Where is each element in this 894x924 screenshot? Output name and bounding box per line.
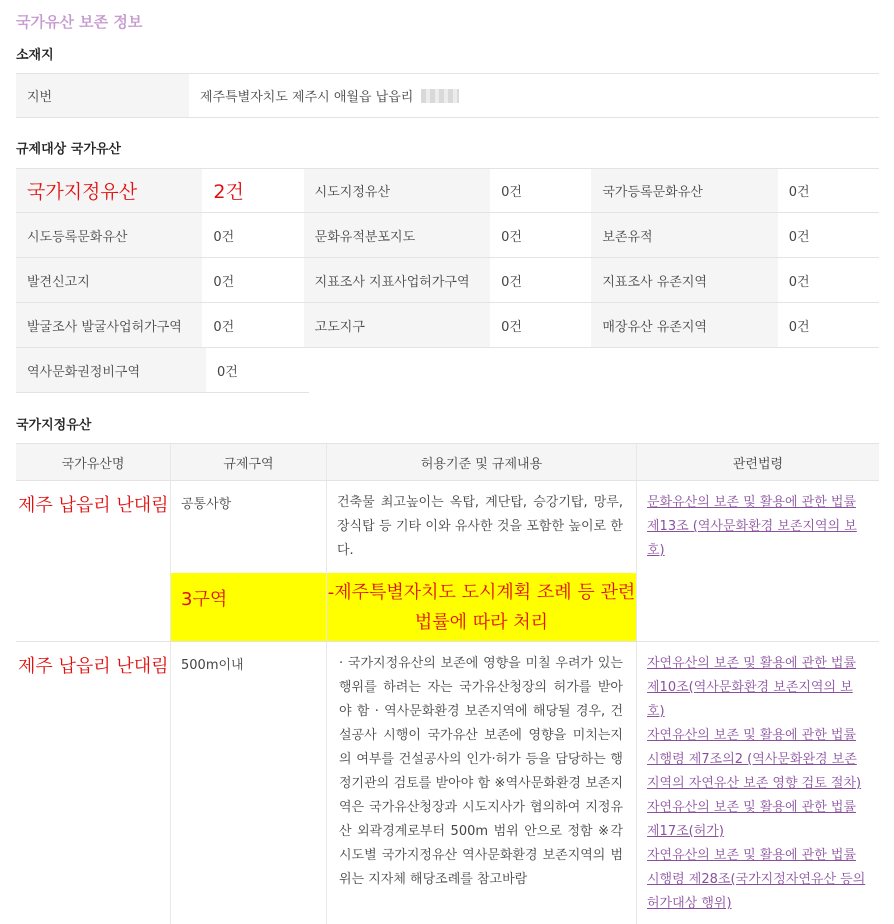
regulation-count: 0건	[501, 319, 522, 335]
laws-cell	[637, 642, 879, 924]
regulation-section-title: 규제대상 국가유산	[16, 142, 121, 157]
regulation-count: 0건	[501, 229, 522, 245]
regulation-label: 고도지구	[304, 303, 490, 347]
standard-cell: · 국가지정유산의 보존에 영향을 미칠 우려가 있는 행위를 하려는 자는 국가유산청장의 허가를 받아야 함 · 역사문화환경 보존지역에 해당될 경우, 건설공사 시행이 국가유산 보존에 영향을 미치는지의 여부를 건설공사의 인가·허가 등을 담당하는 행정기관의 검토를 받아야 함 ※역사문화환경 보존지역은 국가유산청장과 시도지사가 협의하여 지정유산 외곽경계로부터 500m 범위 안으로 정함 ※각 시도별 국가지정유산 역사문화환경 보존지역의 범위는 지자체 해당조례를 참고바람	[327, 642, 637, 924]
regulation-count: 0건	[213, 229, 235, 245]
regulation-label: 시도등록문화유산	[16, 213, 202, 257]
regulation-row	[16, 213, 879, 258]
law-link[interactable]: 자연유산의 보존 및 활용에 관한 법률 시행령 제7조의2 (역사문화완경 보존지역의 자연유산 보존 영향 검토 절차)	[647, 728, 862, 791]
masked-address	[421, 89, 459, 103]
location-section-title: 소재지	[16, 48, 54, 63]
header-zone: 규제구역	[171, 444, 327, 480]
table-row	[16, 642, 879, 924]
regulation-count: 0건	[213, 319, 235, 335]
header-heritage-name: 국가유산명	[16, 444, 171, 480]
regulation-count: 2건	[213, 181, 244, 203]
regulation-count: 0건	[788, 319, 810, 335]
table-row	[16, 481, 879, 642]
regulation-label: 지표조사 유존지역	[591, 258, 777, 302]
designated-table-header	[16, 444, 879, 481]
regulation-label: 국가지정유산	[16, 169, 202, 212]
regulation-count: 0건	[217, 364, 238, 380]
location-key: 지번	[16, 74, 189, 117]
header-standard: 허용기준 및 규제내용	[327, 444, 637, 480]
regulation-row	[16, 258, 879, 303]
laws-cell	[637, 481, 879, 641]
regulation-label: 매장유산 유존지역	[591, 303, 777, 347]
location-table	[16, 73, 879, 118]
law-link[interactable]: 자연유산의 보존 및 활용에 관한 법률 제10조(역사문화환경 보존지역의 보호)	[647, 656, 857, 719]
regulation-count: 0건	[501, 274, 522, 290]
standard-cell: 건축물 최고높이는 옥탑, 계단탑, 승강기탑, 망루, 장식탑 등 기타 이와 유사한 것을 포함한 높이로 한다.	[327, 481, 637, 573]
regulation-label: 문화유적분포지도	[304, 213, 490, 257]
page-title: 국가유산 보존 정보	[16, 13, 143, 31]
regulation-count: 0건	[788, 274, 810, 290]
regulation-count: 0건	[213, 274, 235, 290]
regulation-label: 발견신고지	[16, 258, 202, 302]
zone-cell: 공통사항	[171, 481, 327, 573]
address-text: 제주특별자치도 제주시 애월읍 납읍리	[200, 90, 414, 105]
regulation-row	[16, 168, 879, 213]
regulation-label: 역사문화권정비구역	[16, 348, 206, 392]
heritage-name: 제주 납읍리 난대림	[16, 481, 171, 641]
heritage-name: 제주 납읍리 난대림	[16, 642, 171, 924]
location-value	[189, 74, 879, 117]
designated-section-title: 국가지정유산	[16, 418, 92, 433]
zone-cell: 500m이내	[171, 642, 327, 924]
zone-standard-group	[171, 481, 637, 641]
regulation-grid	[16, 168, 879, 393]
regulation-count: 0건	[788, 185, 810, 200]
regulation-row	[16, 348, 309, 393]
law-link[interactable]: 자연유산의 보존 및 활용에 관한 법률 제17조(허가)	[647, 800, 857, 839]
regulation-label: 지표조사 지표사업허가구역	[304, 258, 490, 302]
regulation-label: 보존유적	[591, 213, 777, 257]
header-laws: 관련법령	[732, 456, 784, 472]
regulation-label: 발굴조사 발굴사업허가구역	[16, 303, 202, 347]
regulation-label: 국가등록문화유산	[591, 169, 777, 212]
regulation-label: 시도지정유산	[304, 169, 490, 212]
law-link[interactable]: 문화유산의 보존 및 활용에 관한 법률 제13조 (역사문화환경 보존지역의 보호)	[647, 495, 857, 558]
law-link[interactable]: 자연유산의 보존 및 활용에 관한 법률 시행령 제28조(국가지정자연유산 등의 허가대상 행위)	[647, 848, 866, 911]
highlighted-zone: 3구역	[171, 573, 327, 641]
regulation-count: 0건	[788, 229, 810, 245]
regulation-count: 0건	[501, 185, 522, 200]
regulation-row	[16, 303, 879, 348]
highlighted-standard: -제주특별자치도 도시계획 조례 등 관련법률에 따라 처리	[327, 573, 637, 641]
designated-table	[16, 443, 879, 924]
